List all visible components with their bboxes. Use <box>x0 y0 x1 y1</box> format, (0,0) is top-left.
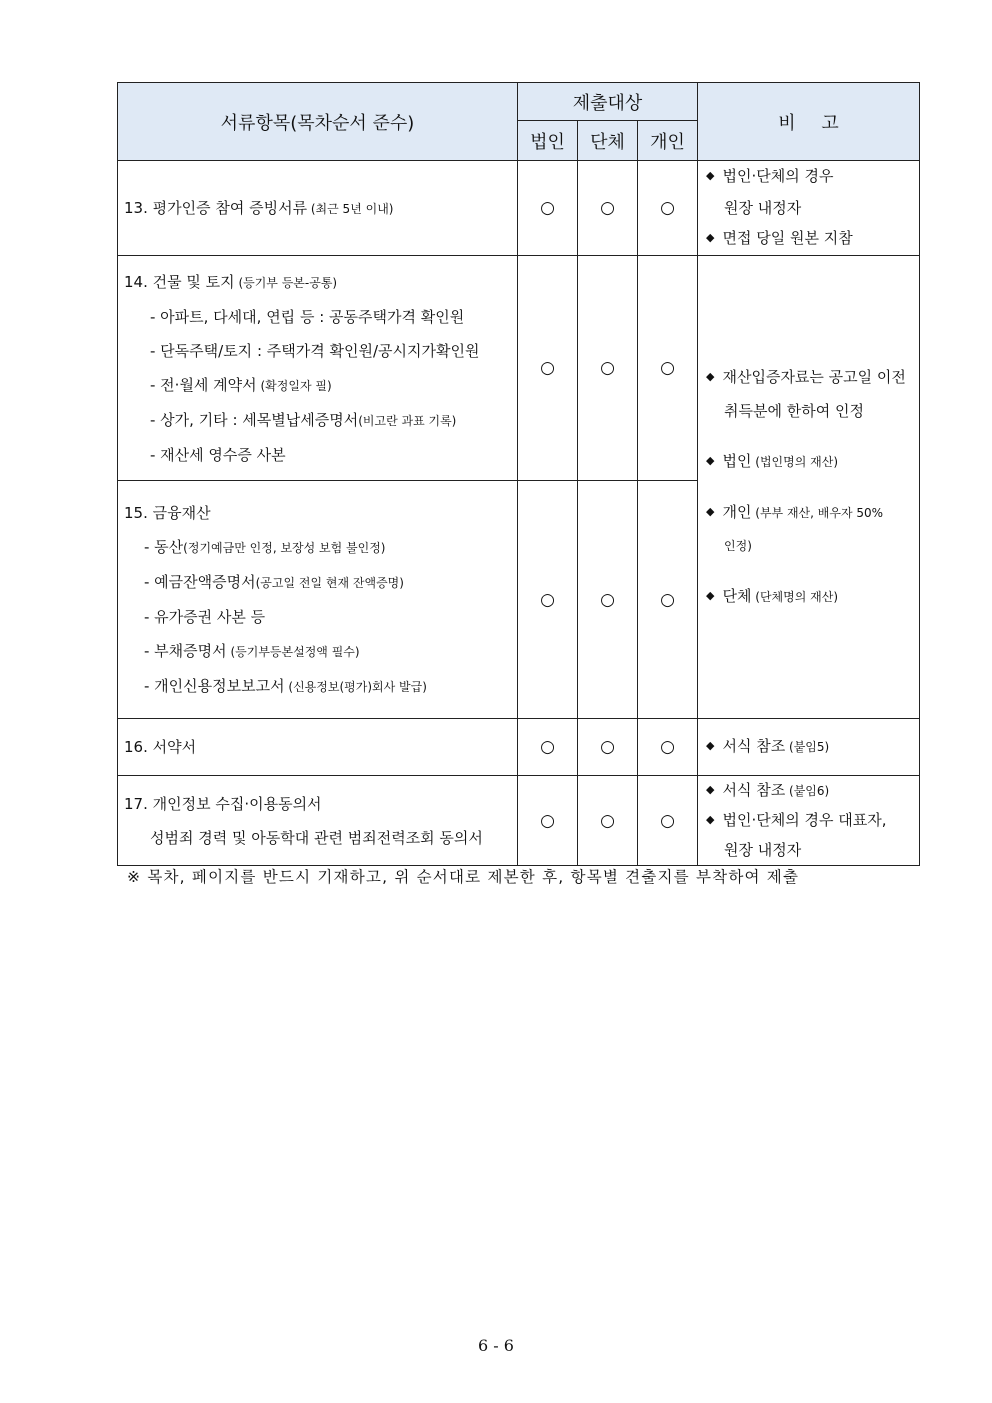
row15-group-mark: ○ <box>578 481 638 719</box>
row13-note1: ◆ 법인·단체의 경우 <box>706 161 919 193</box>
header-person: 개인 <box>638 121 698 161</box>
header-group: 단체 <box>578 121 638 161</box>
row14-corp-mark: ○ <box>518 256 578 481</box>
row14-note4: 단체 <box>722 586 752 605</box>
row13-title: 13. 평가인증 참여 증빙서류 <box>124 198 308 217</box>
row16-person-mark: ○ <box>638 719 698 776</box>
row15-sub1-small: (정기예금만 인정, 보장성 보험 불인정) <box>183 540 386 555</box>
row16-note <box>698 719 920 776</box>
row17-title: 17. 개인정보 수집·이용동의서 <box>124 794 322 813</box>
row14-note2: 법인 <box>722 451 752 470</box>
row16-corp-mark: ○ <box>518 719 578 776</box>
row13-corp-mark: ○ <box>518 161 578 256</box>
row17-note2b: 원장 내정자 <box>724 841 802 859</box>
row16-note-small: (붙임5) <box>785 740 830 754</box>
row14-15-note <box>698 256 920 719</box>
row13-person-mark: ○ <box>638 161 698 256</box>
row16-group-mark: ○ <box>578 719 638 776</box>
row13-group-mark: ○ <box>578 161 638 256</box>
row14-title-small: (등기부 등본-공통) <box>234 275 338 290</box>
row17-note2: ◆ 법인·단체의 경우 대표자, <box>706 806 919 836</box>
row15-sub3: - 유가증권 사본 등 <box>144 607 266 626</box>
row14-sub4: - 상가, 기타 : 세목별납세증명서 <box>150 410 359 429</box>
row14-note1b: 취득분에 한하여 인정 <box>724 401 864 420</box>
header-remark: 비 고 <box>698 83 920 161</box>
row14-title: 14. 건물 및 토지 <box>124 272 235 291</box>
row13-note1b: 원장 내정자 <box>724 199 802 217</box>
row13-title-small: (최근 5년 이내) <box>307 201 394 216</box>
row17-note1-small: (붙임6) <box>785 784 830 798</box>
row16-note-text: 서식 참조 <box>722 737 786 755</box>
row14-note1: ◆ 재산입증자료는 공고일 이전 <box>706 361 919 395</box>
row15-corp-mark: ○ <box>518 481 578 719</box>
footnote: ※ 목차, 페이지를 반드시 기재하고, 위 순서대로 제본한 후, 항목별 견출지를 부착하여 제출 <box>127 868 800 886</box>
header-item: 서류항목(목차순서 준수) <box>118 83 518 161</box>
row17-corp-mark: ○ <box>518 776 578 866</box>
row14-group-mark: ○ <box>578 256 638 481</box>
table-row <box>118 161 920 256</box>
row17-group-mark: ○ <box>578 776 638 866</box>
row15-sub5: - 개인신용정보보고서 <box>144 676 285 695</box>
row15-sub4: - 부채증명서 <box>144 641 227 660</box>
table-row <box>118 776 920 866</box>
row14-note3: 개인 <box>722 502 752 521</box>
row15-title: 15. 금융재산 <box>124 503 211 522</box>
row15-item <box>118 481 518 719</box>
row17-note <box>698 776 920 866</box>
row13-item <box>118 161 518 256</box>
row17-item <box>118 776 518 866</box>
row14-sub3: - 전·월세 계약서 <box>150 375 257 394</box>
row14-sub2: - 단독주택/토지 : 주택가격 확인원/공시지가확인원 <box>150 341 480 360</box>
row14-item <box>118 256 518 481</box>
row15-sub2-small: (공고일 전일 현재 잔액증명) <box>255 575 404 590</box>
row14-note4-small: (단체명의 재산) <box>751 589 839 604</box>
row15-person-mark: ○ <box>638 481 698 719</box>
row14-note3b: 인정) <box>724 538 752 553</box>
row14-sub5: - 재산세 영수증 사본 <box>150 445 286 464</box>
row15-sub2: - 예금잔액증명서 <box>144 572 256 591</box>
row14-sub1: - 아파트, 다세대, 연립 등 : 공동주택가격 확인원 <box>150 307 465 326</box>
row14-note3-small: (부부 재산, 배우자 50% <box>751 505 884 520</box>
page-number: 6 - 6 <box>478 1336 514 1355</box>
row14-note2-small: (법인명의 재산) <box>751 454 839 469</box>
header-corp: 법인 <box>518 121 578 161</box>
table-row <box>118 256 920 481</box>
row14-person-mark: ○ <box>638 256 698 481</box>
row14-sub3-small: (확정일자 필) <box>256 378 332 393</box>
document-table <box>117 82 920 866</box>
row15-sub4-small: (등기부등본설정액 필수) <box>226 644 360 659</box>
row17-note1: 서식 참조 <box>722 781 786 799</box>
row15-sub5-small: (신용정보(평가)회사 발급) <box>284 679 427 694</box>
row16-title: 16. 서약서 <box>118 719 518 776</box>
row14-sub4-small: (비고란 과표 기록) <box>358 413 457 428</box>
row15-sub1: - 동산 <box>144 537 184 556</box>
row13-note2: ◆ 면접 당일 원본 지참 <box>706 223 919 255</box>
row13-note <box>698 161 920 256</box>
row17-title2: 성범죄 경력 및 아동학대 관련 범죄전력조회 동의서 <box>150 828 483 847</box>
table-row <box>118 719 920 776</box>
header-target: 제출대상 <box>518 83 698 121</box>
row17-person-mark: ○ <box>638 776 698 866</box>
